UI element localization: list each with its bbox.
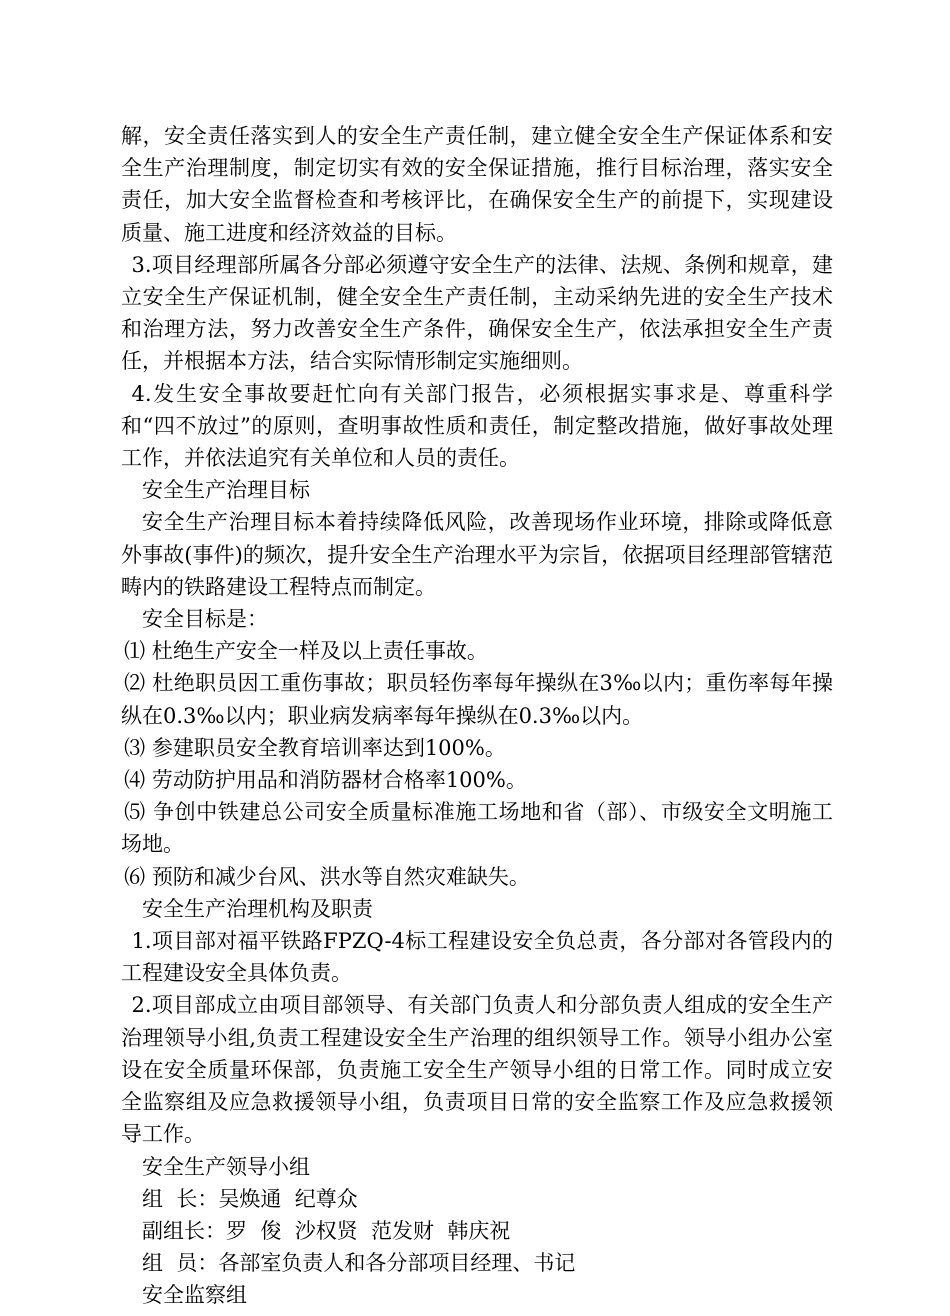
paragraph-responsibility-system: 解，安全责任落实到人的安全生产责任制，建立健全安全生产保证体系和安全生产治理制度，制定切实有效的安全保证措施，推行目标治理，落实安全责任，加大安全监督检查和考核评比，在确保安全生产的前提下，实现建设质量、施工进度和经济效益的目标。 bbox=[121, 124, 833, 245]
paragraph-org-item-2: 2.项目部成立由项目部领导、有关部门负责人和分部负责人组成的安全生产治理领导小组,负责工程建设安全生产治理的组织领导工作。领导小组办公室设在安全质量环保部，负责施工安全生产领导小组的日常工作。同时成立安全监察组及应急救援领导小组，负责项目日常的安全监察工作及应急救援领导工作。 bbox=[121, 993, 833, 1147]
deputy-leader-line: 副组长：罗 俊 沙权贤 范发财 韩庆祝 bbox=[142, 1218, 511, 1243]
paragraph-item-4: 4.发生安全事故要赶忙向有关部门报告，必须根据实事求是、尊重科学和“四不放过”的原则，查明事故性质和责任，制定整改措施，做好事故处理工作，并依法追究有关单位和人员的责任。 bbox=[121, 381, 833, 471]
paragraph-goals-intro: 安全生产治理目标本着持续降低风险，改善现场作业环境，排除或降低意外事故(事件)的频次，提升安全生产治理水平为宗旨，依据项目经理部管辖范畴内的铁路建设工程特点而制定。 bbox=[121, 510, 833, 599]
members-line: 组 员：各部室负责人和各分部项目经理、书记 bbox=[142, 1251, 576, 1276]
list-item-goal-1: ⑴ 杜绝生产安全一样及以上责任事故。 bbox=[124, 639, 488, 664]
list-item-goal-3: ⑶ 参建职员安全教育培训率达到100%。 bbox=[124, 735, 506, 760]
section-heading-organization: 安全生产治理机构及职责 bbox=[142, 896, 373, 921]
paragraph-safety-goals-label: 安全目标是： bbox=[142, 607, 268, 632]
section-heading-inspection-group: 安全监察组 bbox=[142, 1283, 247, 1308]
section-heading-management-goals: 安全生产治理目标 bbox=[142, 478, 310, 503]
list-item-goal-2: ⑵ 杜绝职员因工重伤事故；职员轻伤率每年操纵在3‰以内；重伤率每年操纵在0.3‰以内；职业病发病率每年操纵在0.3‰以内。 bbox=[121, 671, 833, 728]
list-item-goal-6: ⑹ 预防和减少台风、洪水等自然灾难缺失。 bbox=[124, 864, 530, 889]
list-item-goal-5: ⑸ 争创中铁建总公司安全质量标准施工场地和省（部）、市级安全文明施工场地。 bbox=[121, 800, 833, 857]
document-body bbox=[121, 120, 833, 1312]
paragraph-item-3: 3.项目经理部所属各分部必须遵守安全生产的法律、法规、条例和规章，建立安全生产保证机制，健全安全生产责任制，主动采纳先进的安全生产技术和治理方法，努力改善安全生产条件，确保安全生产，依法承担安全生产责任，并根据本方法，结合实际情形制定实施细则。 bbox=[121, 252, 833, 374]
leader-line: 组 长：吴焕通 纪尊众 bbox=[142, 1186, 358, 1211]
list-item-goal-4: ⑷ 劳动防护用品和消防器材合格率100%。 bbox=[124, 768, 527, 793]
paragraph-org-item-1: 1.项目部对福平铁路FPZQ-4标工程建设安全负总责，各分部对各管段内的工程建设安全具体负责。 bbox=[121, 929, 833, 986]
section-heading-leadership-group: 安全生产领导小组 bbox=[142, 1154, 310, 1179]
